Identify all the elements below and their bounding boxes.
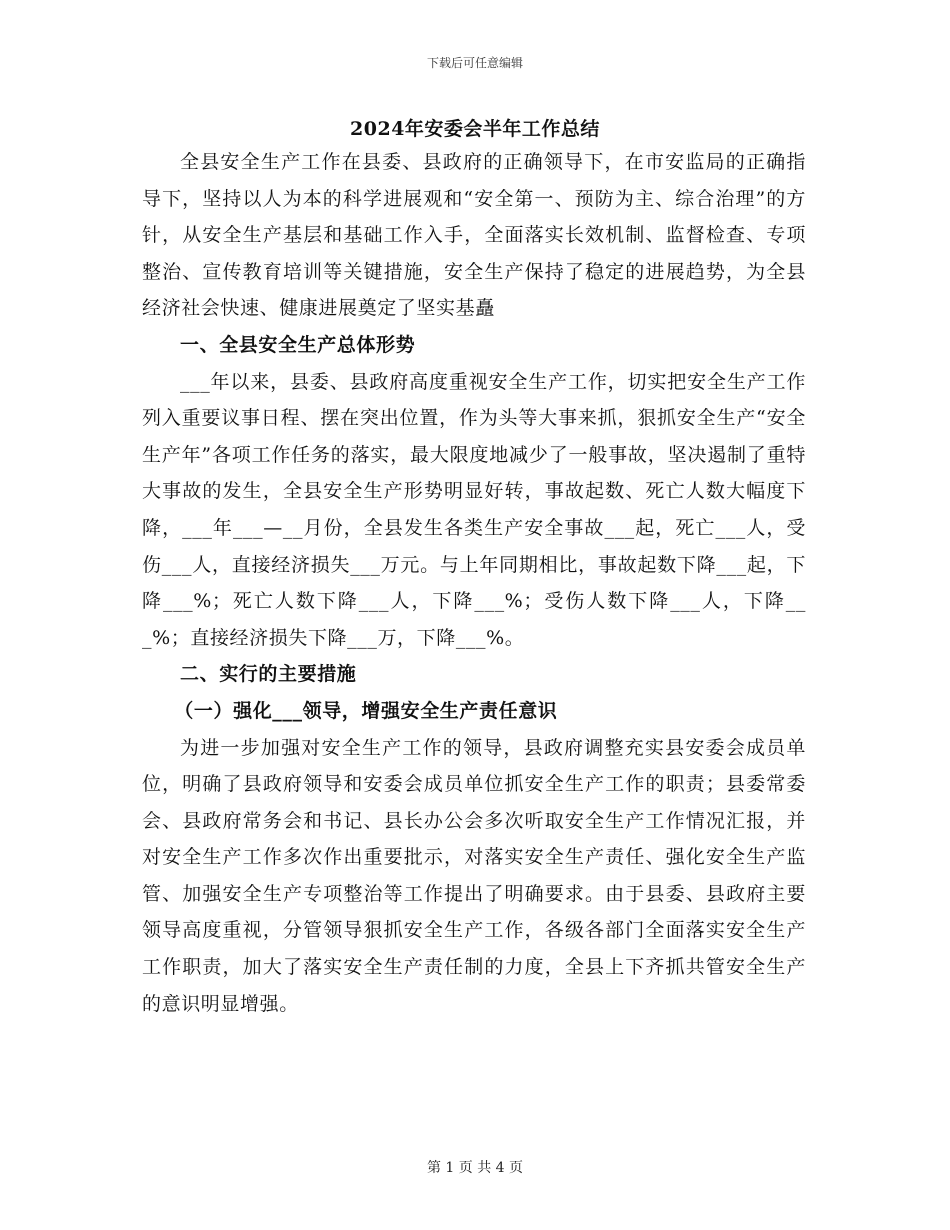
document-body [142, 144, 806, 1022]
section-2-heading: 二、实行的主要措施 [180, 663, 357, 686]
intro-paragraph: 全县安全生产工作在县委、县政府的正确领导下，在市安监局的正确指导下，坚持以人为本的科学进展观和“安全第一、预防为主、综合治理”的方针，从安全生产基层和基础工作入手，全面落实长效机制、监督检查、专项整治、宣传教育培训等关键措施，安全生产保持了稳定的进展趋势，为全县经济社会快速、健康进展奠定了坚实基矗 [142, 151, 806, 320]
subsection-1-paragraph: 为进一步加强对安全生产工作的领导，县政府调整充实县安委会成员单位，明确了县政府领导和安委会成员单位抓安全生产工作的职责；县委常委会、县政府常务会和书记、县长办公会多次听取安全生产工作情况汇报，并对安全生产工作多次作出重要批示，对落实安全生产责任、强化安全生产监管、加强安全生产专项整治等工作提出了明确要求。由于县委、县政府主要领导高度重视，分管领导狠抓安全生产工作，各级各部门全面落实安全生产工作职责，加大了落实安全生产责任制的力度，全县上下齐抓共管安全生产的意识明显增强。 [142, 736, 806, 1015]
section-1-heading: 一、全县安全生产总体形势 [180, 333, 416, 356]
page-number: 第 1 页 共 4 页 [426, 1160, 524, 1176]
page-header-note: 下载后可任意编辑 [426, 56, 523, 70]
section-1-paragraph: ___年以来，县委、县政府高度重视安全生产工作，切实把安全生产工作列入重要议事日程、摆在突出位置，作为头等大事来抓，狠抓安全生产“安全生产年”各项工作任务的落实，最大限度地减少了一般事故，坚决遏制了重特大事故的发生，全县安全生产形势明显好转，事故起数、死亡人数大幅度下降，___年___—__月份，全县发生各类生产安全事故___起，死亡___人，受伤___人，直接经济损失___万元。与上年同期相比，事故起数下降___起，下降___%；死亡人数下降___人，下降___%；受伤人数下降___人，下降___%；直接经济损失下降___万，下降___%。 [142, 370, 806, 649]
subsection-1-heading: （一）强化___领导，增强安全生产责任意识 [174, 699, 558, 722]
document-title: 2024年安委会半年工作总结 [350, 118, 600, 140]
